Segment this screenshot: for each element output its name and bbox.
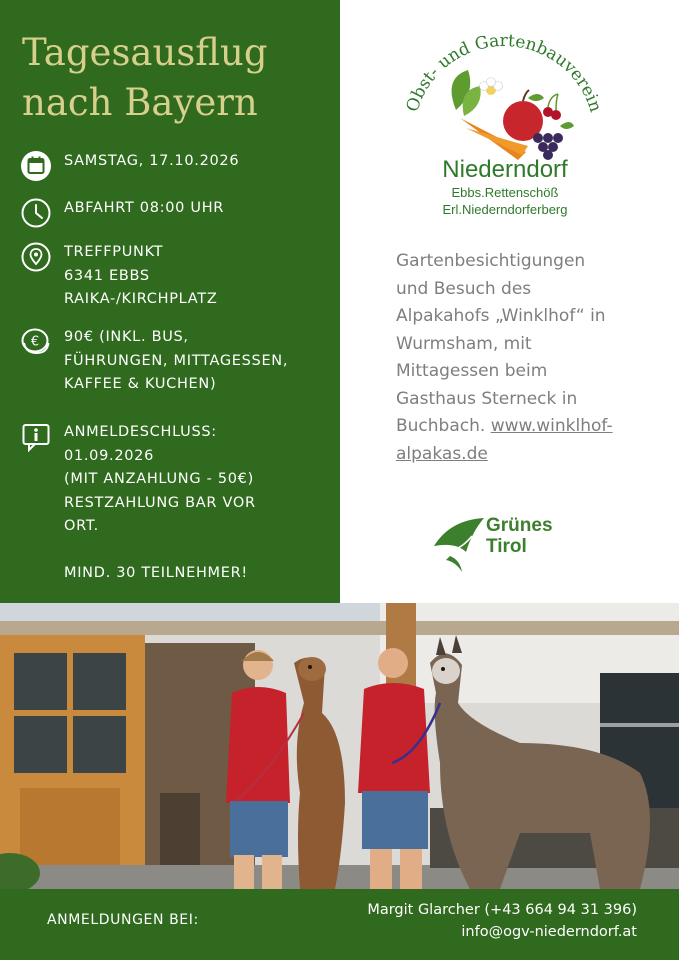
registration-line-4: RESTZAHLUNG BAR VOR <box>64 494 256 511</box>
description-line: Gasthaus Sterneck in <box>396 388 578 409</box>
price-line-1: 90€ (INKL. BUS, <box>64 329 189 345</box>
calendar-icon <box>20 150 52 182</box>
date-row <box>20 150 239 182</box>
info-sign-icon <box>20 421 52 453</box>
title-line-2: nach Bayern <box>22 81 258 124</box>
meeting-point-line-2: 6341 EBBS <box>64 267 150 284</box>
club-name-block <box>400 156 610 218</box>
price-line-2: FÜHRUNGEN, MITTAGESSEN, <box>64 352 289 369</box>
minimum-participants: MIND. 30 TEILNEHMER! <box>64 565 248 581</box>
description-line: Wurmsham, mit <box>396 333 532 354</box>
website-link-part-2[interactable]: alpakas.de <box>396 443 488 464</box>
contact-name-phone[interactable]: Margit Glarcher (+43 664 94 31 396) <box>367 902 637 918</box>
euro-coin-icon <box>20 326 52 358</box>
price-line-3: KAFFEE & KUCHEN) <box>64 376 217 392</box>
registration-label: ANMELDUNGEN BEI: <box>47 912 199 928</box>
club-region-1: Ebbs.Rettenschöß <box>451 185 559 200</box>
clock-icon <box>20 197 52 229</box>
title-line-1: Tagesausflug <box>22 31 268 74</box>
gruenes-tirol-wordmark <box>486 515 553 557</box>
footer-bar <box>0 889 679 960</box>
description-line: Mittagessen beim <box>396 361 548 381</box>
price-row <box>20 326 288 397</box>
meeting-point-line-1: TREFFPUNKT <box>64 244 164 260</box>
description-line: Gartenbesichtigungen <box>396 251 586 271</box>
description-prefix: Buchbach. <box>396 416 491 436</box>
club-name: Niederndorf <box>442 156 568 183</box>
registration-line-1: ANMELDESCHLUSS: <box>64 424 217 440</box>
meeting-point-line-3: RAIKA-/KIRCHPLATZ <box>64 291 218 307</box>
description-line: und Besuch des <box>396 278 532 299</box>
registration-line-3: (MIT ANZAHLUNG - 50€) <box>64 471 254 487</box>
meeting-point-row <box>20 241 217 312</box>
club-region-2: Erl.Niederndorferberg <box>442 202 568 217</box>
logo-arc-text: Obst- und Gartenbauverein <box>402 30 606 115</box>
registration-line-5: ORT. <box>64 518 99 534</box>
description-line: Alpakahofs „Winklhof“ in <box>396 306 606 326</box>
description-last-line <box>396 413 656 441</box>
departure-row <box>20 197 224 229</box>
contact-email[interactable]: info@ogv-niederndorf.at <box>461 924 637 940</box>
svg-text:€: € <box>30 334 40 350</box>
trip-description <box>396 248 656 468</box>
page-title <box>22 28 332 128</box>
location-pin-icon <box>20 241 52 273</box>
registration-row <box>20 421 256 586</box>
alpaca-farm-photo <box>0 603 679 889</box>
date-text: SAMSTAG, 17.10.2026 <box>64 153 240 169</box>
contact-block <box>367 899 637 943</box>
website-link-part-1[interactable]: www.winklhof- <box>490 416 613 436</box>
registration-spacer <box>64 539 256 563</box>
gruenes-tirol-line-2: Tirol <box>486 536 527 557</box>
registration-line-2: 01.09.2026 <box>64 447 155 464</box>
departure-text: ABFAHRT 08:00 UHR <box>64 200 225 216</box>
gruenes-tirol-line-1: Grünes <box>486 515 553 536</box>
